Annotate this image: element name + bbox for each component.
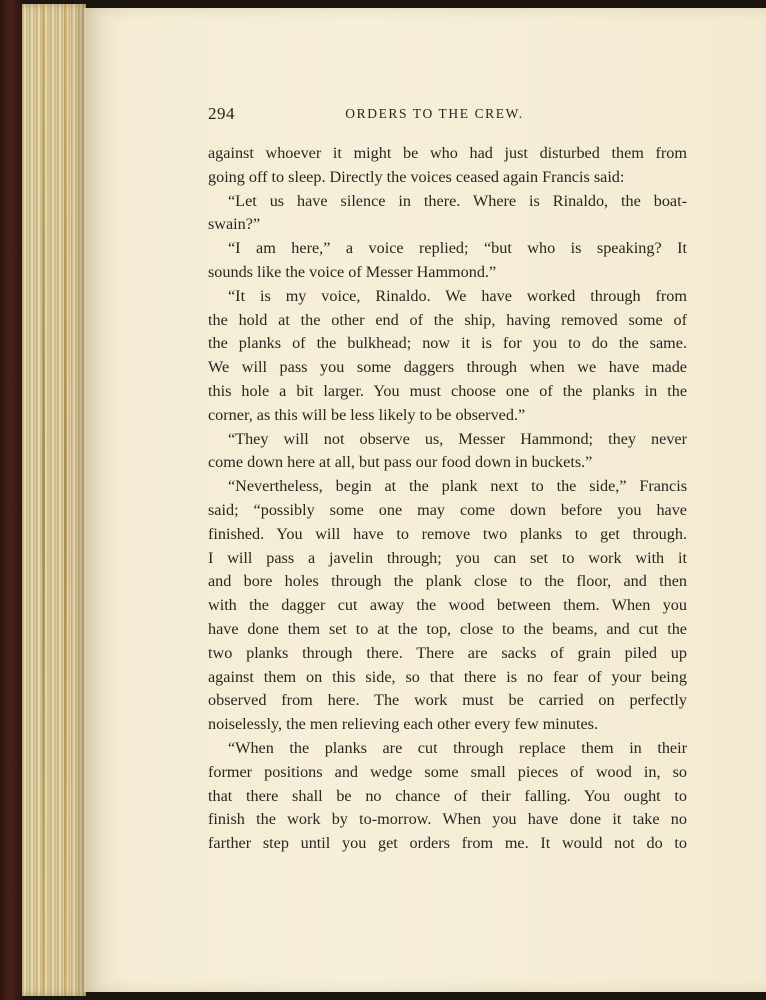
text-line: with the dagger cut away the wood between them. When you — [208, 596, 687, 615]
text-line: “Nevertheless, begin at the plank next to the side,” Francis — [228, 477, 687, 496]
text-line: swain?” — [208, 215, 261, 234]
text-line: former positions and wedge some small pieces of wood in, so — [208, 762, 687, 781]
text-line: the planks of the bulkhead; now it is for you to do the same. — [208, 334, 687, 353]
text-line: farther step until you get orders from me. It would not do to — [208, 834, 687, 853]
text-line: “They will not observe us, Messer Hammond; they never — [228, 429, 687, 448]
text-line: the hold at the other end of the ship, having removed some of — [208, 310, 687, 329]
text-line: “It is my voice, Rinaldo. We have worked through from — [228, 286, 687, 305]
text-line: noiselessly, the men relieving each other every few minutes. — [208, 715, 599, 734]
page-content — [122, 104, 687, 853]
page-header — [122, 104, 687, 126]
text-line: have done them set to at the top, close to the beams, and cut the — [208, 619, 687, 638]
text-line: going off to sleep. Directly the voices ceased again Francis said: — [208, 167, 625, 186]
gilt-edge-line — [64, 4, 67, 996]
body-text — [208, 142, 687, 856]
book-cover-edge — [0, 0, 22, 1000]
page-number: 294 — [208, 104, 235, 123]
text-line: that there shall be no chance of their falling. You ought to — [208, 786, 687, 805]
text-line: finish the work by to-morrow. When you have done it take no — [208, 810, 687, 829]
text-line: observed from here. The work must be carried on perfectly — [208, 691, 687, 710]
running-head: ORDERS TO THE CREW. — [345, 106, 524, 121]
text-line: said; “possibly some one may come down before you have — [208, 500, 687, 519]
text-line: come down here at all, but pass our food down in buckets.” — [208, 453, 593, 472]
text-line: “When the planks are cut through replace them in their — [228, 738, 687, 757]
gilt-edge-line — [42, 4, 45, 996]
text-line: and bore holes through the plank close to the floor, and then — [208, 572, 687, 591]
text-line: finished. You will have to remove two planks to get through. — [208, 524, 687, 543]
text-line: corner, as this will be less likely to be observed.” — [208, 405, 526, 424]
text-line: I will pass a javelin through; you can set to work with it — [208, 548, 687, 567]
text-line: sounds like the voice of Messer Hammond.” — [208, 262, 497, 281]
text-line: against whoever it might be who had just disturbed them from — [208, 144, 687, 162]
page-stack-edges — [22, 4, 86, 996]
text-line: “I am here,” a voice replied; “but who is speaking? It — [228, 239, 687, 258]
text-line: two planks through there. There are sacks of grain piled up — [208, 643, 687, 662]
text-line: We will pass you some daggers through when we have made — [208, 358, 687, 377]
text-line: “Let us have silence in there. Where is Rinaldo, the boat- — [228, 191, 687, 210]
text-line: this hole a bit larger. You must choose one of the planks in the — [208, 381, 687, 400]
text-line: against them on this side, so that there is no fear of your being — [208, 667, 687, 686]
